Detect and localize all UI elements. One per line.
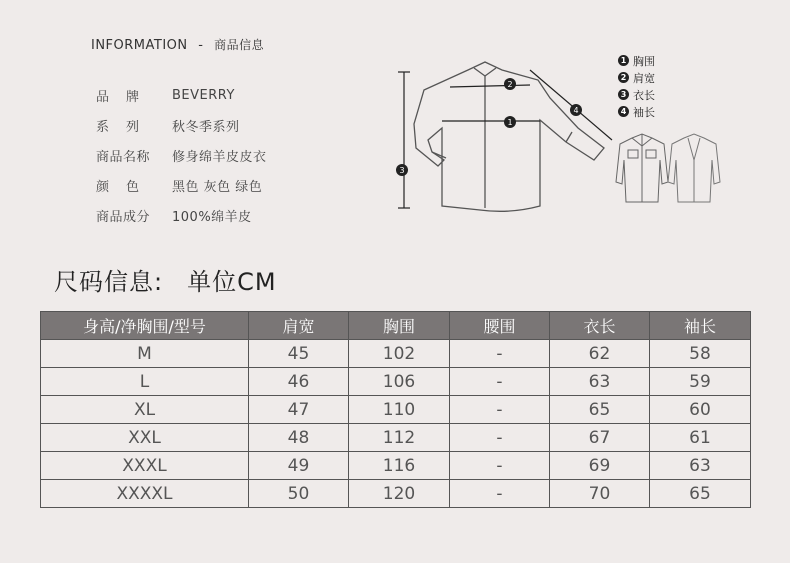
table-row xyxy=(41,452,751,480)
cell-length: 65 xyxy=(550,396,650,424)
cell-length: 70 xyxy=(550,480,650,508)
product-spec-list xyxy=(96,80,267,230)
denim-jacket-icon xyxy=(616,134,668,202)
table-row xyxy=(41,480,751,508)
spec-key: 商品成分 xyxy=(96,209,151,225)
legend-number: 4 xyxy=(618,106,629,117)
cell-size: XL xyxy=(41,396,249,424)
table-row xyxy=(41,340,751,368)
cell-length: 63 xyxy=(550,368,650,396)
spec-value: BEVERRY xyxy=(172,87,235,103)
table-row xyxy=(41,368,751,396)
spec-value: 100%绵羊皮 xyxy=(172,209,252,225)
legend-label: 胸围 xyxy=(633,54,655,68)
table-row xyxy=(41,396,751,424)
cell-shoulder: 49 xyxy=(249,452,349,480)
table-header-row xyxy=(41,312,751,340)
cell-shoulder: 45 xyxy=(249,340,349,368)
marker-shoulder xyxy=(504,78,516,90)
spec-key: 品牌 xyxy=(96,89,157,105)
cell-size: XXXXL xyxy=(41,480,249,508)
cell-waist: - xyxy=(450,424,550,452)
spec-value: 秋冬季系列 xyxy=(172,119,240,135)
legend-number: 2 xyxy=(618,72,629,83)
blazer-icon xyxy=(668,134,720,202)
cell-waist: - xyxy=(450,368,550,396)
cell-waist: - xyxy=(450,340,550,368)
cell-length: 67 xyxy=(550,424,650,452)
spec-key: 颜色 xyxy=(96,179,157,195)
cell-sleeve: 60 xyxy=(650,396,751,424)
cell-shoulder: 50 xyxy=(249,480,349,508)
cell-waist: - xyxy=(450,480,550,508)
measurement-legend xyxy=(618,52,655,120)
cell-length: 69 xyxy=(550,452,650,480)
cell-size: XXL xyxy=(41,424,249,452)
cell-chest: 110 xyxy=(349,396,450,424)
size-unit-label: 单位CM xyxy=(187,268,277,296)
cell-chest: 102 xyxy=(349,340,450,368)
cell-waist: - xyxy=(450,452,550,480)
info-title-zh: 商品信息 xyxy=(214,38,265,52)
legend-item xyxy=(618,103,655,120)
header-size: 身高/净胸围/型号 xyxy=(41,312,249,340)
size-title-label: 尺码信息: xyxy=(54,268,164,296)
cell-chest: 112 xyxy=(349,424,450,452)
svg-text:2: 2 xyxy=(507,80,513,89)
legend-label: 肩宽 xyxy=(633,71,655,85)
cell-length: 62 xyxy=(550,340,650,368)
spec-row-color xyxy=(96,170,267,200)
legend-number: 1 xyxy=(618,55,629,66)
cell-shoulder: 48 xyxy=(249,424,349,452)
cell-shoulder: 46 xyxy=(249,368,349,396)
cell-size: XXXL xyxy=(41,452,249,480)
cell-chest: 106 xyxy=(349,368,450,396)
legend-item xyxy=(618,69,655,86)
spec-key: 系列 xyxy=(96,119,157,135)
legend-item xyxy=(618,52,655,69)
header-sleeve: 袖长 xyxy=(650,312,751,340)
shirt-measurement-diagram xyxy=(390,48,620,218)
jacket-style-icons xyxy=(612,130,722,210)
table-row xyxy=(41,424,751,452)
cell-shoulder: 47 xyxy=(249,396,349,424)
cell-waist: - xyxy=(450,396,550,424)
cell-chest: 120 xyxy=(349,480,450,508)
info-title-separator: - xyxy=(198,38,204,53)
cell-chest: 116 xyxy=(349,452,450,480)
legend-label: 袖长 xyxy=(633,105,655,119)
info-title-en: INFORMATION xyxy=(91,38,188,53)
cell-sleeve: 65 xyxy=(650,480,751,508)
cell-sleeve: 63 xyxy=(650,452,751,480)
header-length: 衣长 xyxy=(550,312,650,340)
spec-row-series xyxy=(96,110,267,140)
size-info-title xyxy=(54,262,277,297)
cell-sleeve: 58 xyxy=(650,340,751,368)
header-chest: 胸围 xyxy=(349,312,450,340)
header-shoulder: 肩宽 xyxy=(249,312,349,340)
cell-size: L xyxy=(41,368,249,396)
spec-key: 商品名称 xyxy=(96,149,151,165)
cell-size: M xyxy=(41,340,249,368)
header-waist: 腰围 xyxy=(450,312,550,340)
cell-sleeve: 61 xyxy=(650,424,751,452)
spec-value: 修身绵羊皮皮衣 xyxy=(172,149,267,165)
spec-row-brand xyxy=(96,80,267,110)
marker-length xyxy=(396,164,408,176)
legend-number: 3 xyxy=(618,89,629,100)
spec-value: 黑色 灰色 绿色 xyxy=(172,179,263,195)
svg-text:3: 3 xyxy=(399,166,405,175)
legend-item xyxy=(618,86,655,103)
size-table xyxy=(40,311,751,508)
info-heading xyxy=(91,36,264,53)
legend-label: 衣长 xyxy=(633,88,655,102)
svg-text:1: 1 xyxy=(507,118,513,127)
cell-sleeve: 59 xyxy=(650,368,751,396)
marker-chest xyxy=(504,116,516,128)
svg-text:4: 4 xyxy=(573,106,579,115)
spec-row-material xyxy=(96,200,267,230)
marker-sleeve xyxy=(570,104,582,116)
spec-row-product-name xyxy=(96,140,267,170)
